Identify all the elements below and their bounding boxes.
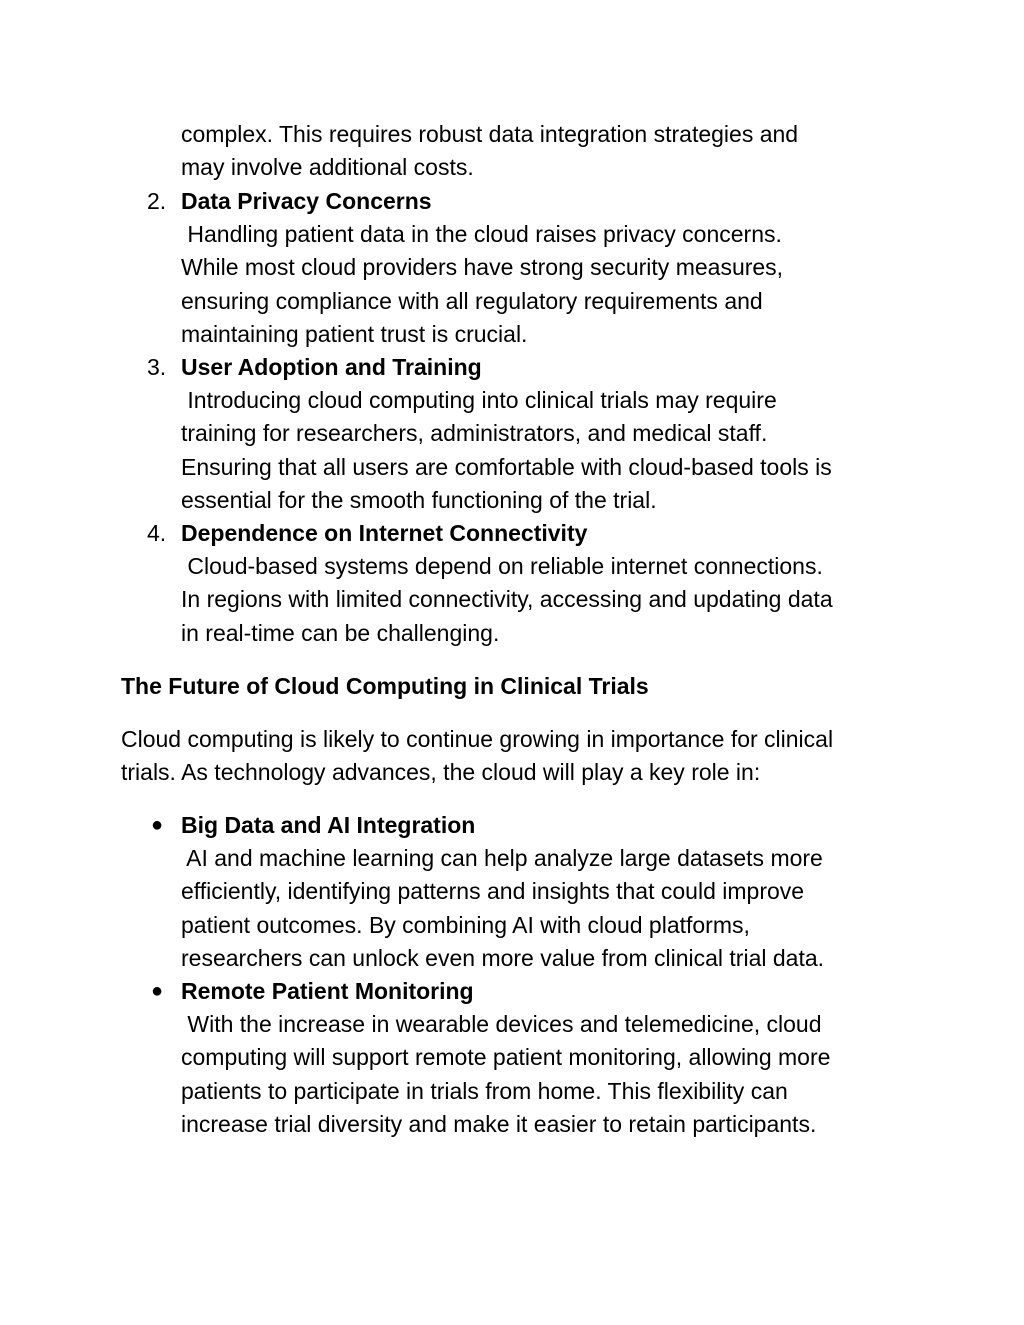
item-body (181, 1008, 911, 1141)
body-line: in real-time can be challenging. (181, 619, 500, 646)
list-number: 4. (147, 520, 167, 546)
numbered-list-item (147, 185, 911, 351)
paragraph-line: Cloud computing is likely to continue growing in importance for clinical (121, 726, 834, 752)
section-paragraph (121, 723, 911, 789)
body-line: patients to participate in trials from home. This flexibility can (181, 1077, 788, 1104)
item-title: Data Privacy Concerns (181, 188, 432, 214)
item-body (181, 550, 911, 650)
list-number: 2. (147, 188, 167, 214)
body-line: complex. This requires robust data integration strategies and (181, 121, 799, 147)
item-body (181, 218, 911, 351)
body-line: researchers can unlock even more value from clinical trial data. (181, 944, 825, 971)
body-line: With the increase in wearable devices and telemedicine, cloud (181, 1011, 822, 1038)
item-title: Big Data and AI Integration (181, 812, 476, 838)
body-line: training for researchers, administrators, and medical staff. (181, 420, 768, 447)
body-line: Handling patient data in the cloud raises privacy concerns. (181, 221, 782, 248)
body-line: efficiently, identifying patterns and insights that could improve (181, 878, 805, 905)
body-line: AI and machine learning can help analyze large datasets more (181, 845, 823, 872)
body-line: may involve additional costs. (181, 154, 474, 181)
body-line: Introducing cloud computing into clinical trials may require (181, 387, 777, 414)
body-line: maintaining patient trust is crucial. (181, 320, 528, 347)
item-body (181, 384, 911, 517)
body-line: essential for the smooth functioning of the trial. (181, 486, 657, 513)
bullet-marker: ● (151, 814, 164, 836)
numbered-list-item (147, 517, 911, 650)
body-line: Ensuring that all users are comfortable with cloud-based tools is (181, 453, 832, 480)
list-item-continuation (181, 118, 911, 184)
section-heading: The Future of Cloud Computing in Clinical Trials (121, 673, 649, 699)
bullet-list-item (151, 809, 911, 975)
item-title: User Adoption and Training (181, 354, 482, 380)
body-line: ensuring compliance with all regulatory requirements and (181, 287, 763, 314)
paragraph-line: trials. As technology advances, the cloud will play a key role in: (121, 759, 761, 786)
body-line: patient outcomes. By combining AI with cloud platforms, (181, 911, 750, 938)
item-body (181, 842, 911, 975)
body-line: While most cloud providers have strong security measures, (181, 254, 784, 281)
item-title: Remote Patient Monitoring (181, 978, 474, 1004)
numbered-list-item (147, 351, 911, 517)
body-line: increase trial diversity and make it easier to retain participants. (181, 1110, 817, 1137)
body-line: In regions with limited connectivity, accessing and updating data (181, 586, 833, 613)
list-number: 3. (147, 354, 167, 380)
item-title: Dependence on Internet Connectivity (181, 520, 588, 546)
bullet-marker: ● (151, 980, 164, 1002)
body-line: computing will support remote patient monitoring, allowing more (181, 1044, 831, 1071)
item-body (181, 118, 911, 184)
bullet-list-item (151, 975, 911, 1141)
body-line: Cloud-based systems depend on reliable internet connections. (181, 553, 823, 580)
